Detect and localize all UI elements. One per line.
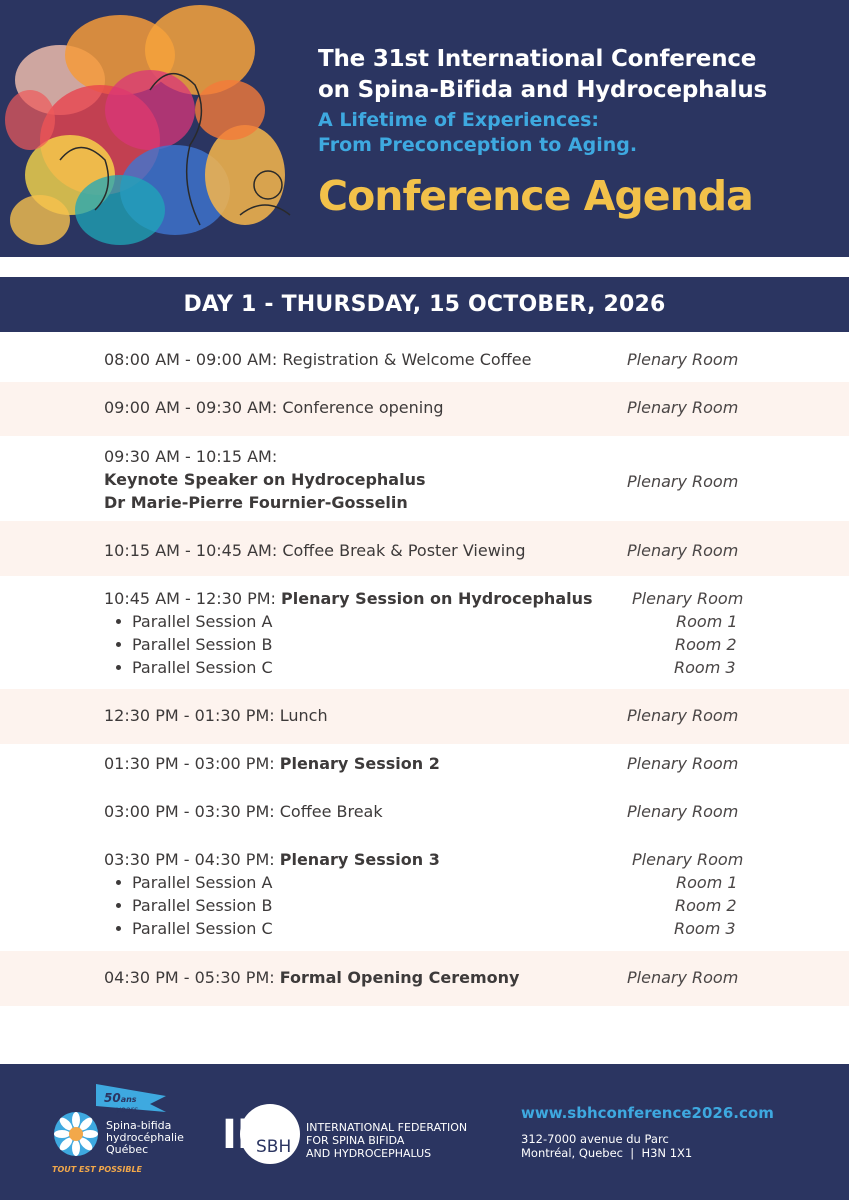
agenda-item-text [104,966,519,989]
agenda-time: 09:30 AM - 10:15 AM: [104,447,278,466]
agenda-room: Plenary Room [627,706,739,725]
agenda-room: Plenary Room [632,850,744,869]
agenda-time: 10:15 AM - 10:45 AM: [104,541,278,560]
agenda-row [0,521,849,576]
parallel-session-list [114,610,273,679]
agenda-title: Conference opening [282,398,444,417]
sbh-anniversary-number: 50 [104,1091,121,1105]
sbh-name-line3: Québec [106,1143,149,1156]
agenda-room: Plenary Room [632,589,744,608]
conference-theme [318,108,637,158]
parallel-room: Room 1 [676,612,738,631]
sbh-anniversary-unit: ans [120,1095,137,1104]
keynote-speaker: Dr Marie-Pierre Fournier-Gosselin [104,493,408,512]
agenda-room: Plenary Room [627,472,739,491]
conference-title [318,44,767,106]
agenda-room: Plenary Room [627,350,739,369]
agenda-time: 08:00 AM - 09:00 AM: [104,350,278,369]
parallel-room: Room 3 [674,919,736,938]
agenda-time: 12:30 PM - 01:30 PM: [104,706,275,725]
watercolor-family-illustration [0,0,300,257]
agenda-row [0,744,849,792]
ifsbh-name-line1: INTERNATIONAL FEDERATION [306,1121,468,1134]
agenda-row-plenary [0,576,849,689]
agenda-item-text [104,348,531,371]
agenda-row [0,382,849,436]
ifsbh-mark-if: IF [222,1112,265,1158]
address-line2: Montréal, Quebec | H3N 1X1 [521,1146,693,1160]
agenda-time: 09:00 AM - 09:30 AM: [104,398,278,417]
agenda-room: Plenary Room [627,541,739,560]
agenda-title: Coffee Break [279,802,383,821]
agenda-item-text [104,848,440,871]
conference-theme-line2: From Preconception to Aging. [318,134,638,156]
agenda-title: Plenary Session 3 [279,850,440,869]
parallel-session-item: Parallel Session C [114,917,273,940]
agenda-row [0,332,849,382]
agenda-title: Conference Agenda [318,172,753,220]
agenda-title: Lunch [279,706,328,725]
sbh-anniversary-word: years [116,1105,139,1114]
parallel-session-item: Parallel Session C [114,656,273,679]
parallel-room: Room 3 [674,658,736,677]
agenda-time: 01:30 PM - 03:00 PM: [104,754,275,773]
agenda-room: Plenary Room [627,398,739,417]
agenda-time: 10:45 AM - 12:30 PM: [104,589,276,608]
agenda-title: Coffee Break & Poster Viewing [282,541,526,560]
agenda-item-text [104,396,444,419]
agenda-time: 03:30 PM - 04:30 PM: [104,850,275,869]
day-heading-band [0,277,849,332]
parallel-session-item: Parallel Session B [114,894,273,917]
agenda-item-text [104,800,383,823]
keynote-title: Keynote Speaker on Hydrocephalus [104,470,426,489]
agenda-item-text [104,752,440,775]
sbh-name-line2: hydrocéphalie [106,1131,184,1144]
day-heading: DAY 1 - THURSDAY, 15 OCTOBER, 2026 [183,292,666,317]
agenda-row [0,951,849,1006]
address-line1: 312-7000 avenue du Parc [521,1132,669,1146]
agenda-room: Plenary Room [627,802,739,821]
sbh-tagline: TOUT EST POSSIBLE [52,1165,143,1174]
agenda-room: Plenary Room [627,968,739,987]
parallel-session-item: Parallel Session A [114,871,273,894]
parallel-session-item: Parallel Session B [114,633,273,656]
header-banner [0,0,849,257]
agenda-time: 03:00 PM - 03:30 PM: [104,802,275,821]
agenda-title: Registration & Welcome Coffee [282,350,532,369]
agenda-row-keynote [0,436,849,521]
parallel-session-item: Parallel Session A [114,610,273,633]
ifsbh-name-line2: FOR SPINA BIFIDA [306,1134,405,1147]
agenda-title: Plenary Session 2 [279,754,440,773]
parallel-room: Room 2 [675,896,737,915]
ifsbh-name-line3: AND HYDROCEPHALUS [306,1147,432,1160]
conference-theme-line1: A Lifetime of Experiences: [318,109,599,131]
agenda-row [0,792,849,840]
parallel-room: Room 1 [676,873,738,892]
agenda-title: Plenary Session on Hydrocephalus [281,589,593,608]
agenda-row [0,689,849,744]
ifsbh-name [306,1121,467,1160]
conference-title-line2: on Spina-Bifida and Hydrocephalus [318,77,767,103]
agenda-room: Plenary Room [627,754,739,773]
parallel-room: Room 2 [675,635,737,654]
agenda-row-plenary [0,840,849,951]
conference-website-link[interactable]: www.sbhconference2026.com [521,1104,774,1122]
agenda-item-text [104,539,526,562]
conference-address [521,1132,692,1160]
agenda-item-text [104,704,328,727]
conference-title-line1: The 31st International Conference [318,46,757,72]
sbh-name-line1: Spina-bifida [106,1119,172,1132]
agenda-time: 04:30 PM - 05:30 PM: [104,968,275,987]
ifsbh-mark-sbh: SBH [256,1137,292,1157]
parallel-session-list [114,871,273,940]
agenda-item-text [104,587,593,610]
agenda-title: Formal Opening Ceremony [279,968,520,987]
